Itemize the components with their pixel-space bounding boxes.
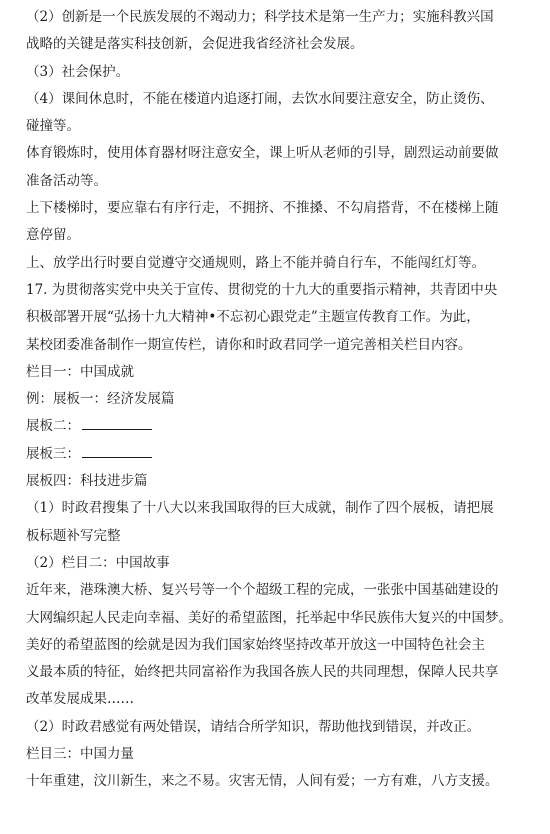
board-2-blank[interactable] [82, 413, 152, 430]
text-line: 十年重建，汶川新生，来之不易。灾害无情，人间有爱；一方有难，八方支援。 [26, 773, 499, 790]
board-3-blank[interactable] [82, 441, 152, 458]
text-line: 美好的希望蓝图的绘就是因为我们国家始终坚持改革开放这一中国特色社会主 [26, 636, 485, 653]
text-line: 上下楼梯时，要应靠右有序行走，不拥挤、不推搡、不勾肩搭背，不在楼梯上随 [26, 200, 499, 217]
board-2-label: 展板二： [26, 418, 80, 435]
text-line: 例：展板一：经济发展篇 [26, 391, 175, 408]
text-line: 改革发展成果…… [26, 691, 134, 708]
section-heading: 栏目一：中国成就 [26, 363, 134, 380]
text-line: 板标题补写完整 [26, 527, 121, 544]
text-line: 某校团委准备制作一期宣传栏，请你和时政君同学一道完善相关栏目内容。 [26, 336, 472, 353]
text-line: （3）社会保护。 [26, 63, 130, 80]
section-heading: 栏目三：中国力量 [26, 746, 134, 763]
text-line: 准备活动等。 [26, 172, 107, 189]
text-line: （2）创新是一个民族发展的不竭动力；科学技术是第一生产力；实施科教兴国 [26, 9, 494, 25]
text-line: 上、放学出行时要自觉遵守交通规则，路上不能并骑自行车，不能闯红灯等。 [26, 254, 485, 271]
text-line: 战略的关键是落实科技创新，会促进我省经济社会发展。 [26, 36, 364, 53]
text-line: 近年来，港珠澳大桥、复兴号等一个个超级工程的完成，一张张中国基础建设的 [26, 582, 499, 599]
text-line: 体育锻炼时，使用体育器材呀注意安全，课上听从老师的引导，剧烈运动前要做 [26, 145, 499, 162]
board-3-label: 展板三： [26, 445, 80, 462]
text-line: 义最本质的特征，始终把共同富裕作为我国各族人民的共同理想，保障人民共享 [26, 664, 499, 681]
board-2-line [26, 413, 538, 440]
question-17-line: 17. 为贯彻落实党中央关于宣传、贯彻党的十九大的重要指示精神，共青团中央 [26, 281, 498, 298]
text-line: （4）课间休息时，不能在楼道内追逐打闹，去饮水间要注意安全，防止烫伤、 [26, 90, 494, 107]
text-line: 积极部署开展“弘扬十九大精神•不忘初心跟党走”主题宣传教育工作。为此， [26, 309, 480, 326]
text-line: （1）时政君搜集了十八大以来我国取得的巨大成就，制作了四个展板，请把展 [26, 500, 494, 517]
text-line: 大网编织起人民走向幸福、美好的希望蓝图，托举起中华民族伟大复兴的中国梦。 [26, 609, 512, 626]
board-3-line [26, 441, 538, 468]
text-line: 碰撞等。 [26, 118, 80, 135]
text-line: （2）时政君感觉有两处错误，请结合所学知识，帮助他找到错误，并改正。 [26, 718, 481, 735]
text-line: 意停留。 [26, 227, 80, 244]
text-line: 展板四：科技进步篇 [26, 473, 148, 490]
section-heading: （2）栏目二：中国故事 [26, 554, 170, 571]
